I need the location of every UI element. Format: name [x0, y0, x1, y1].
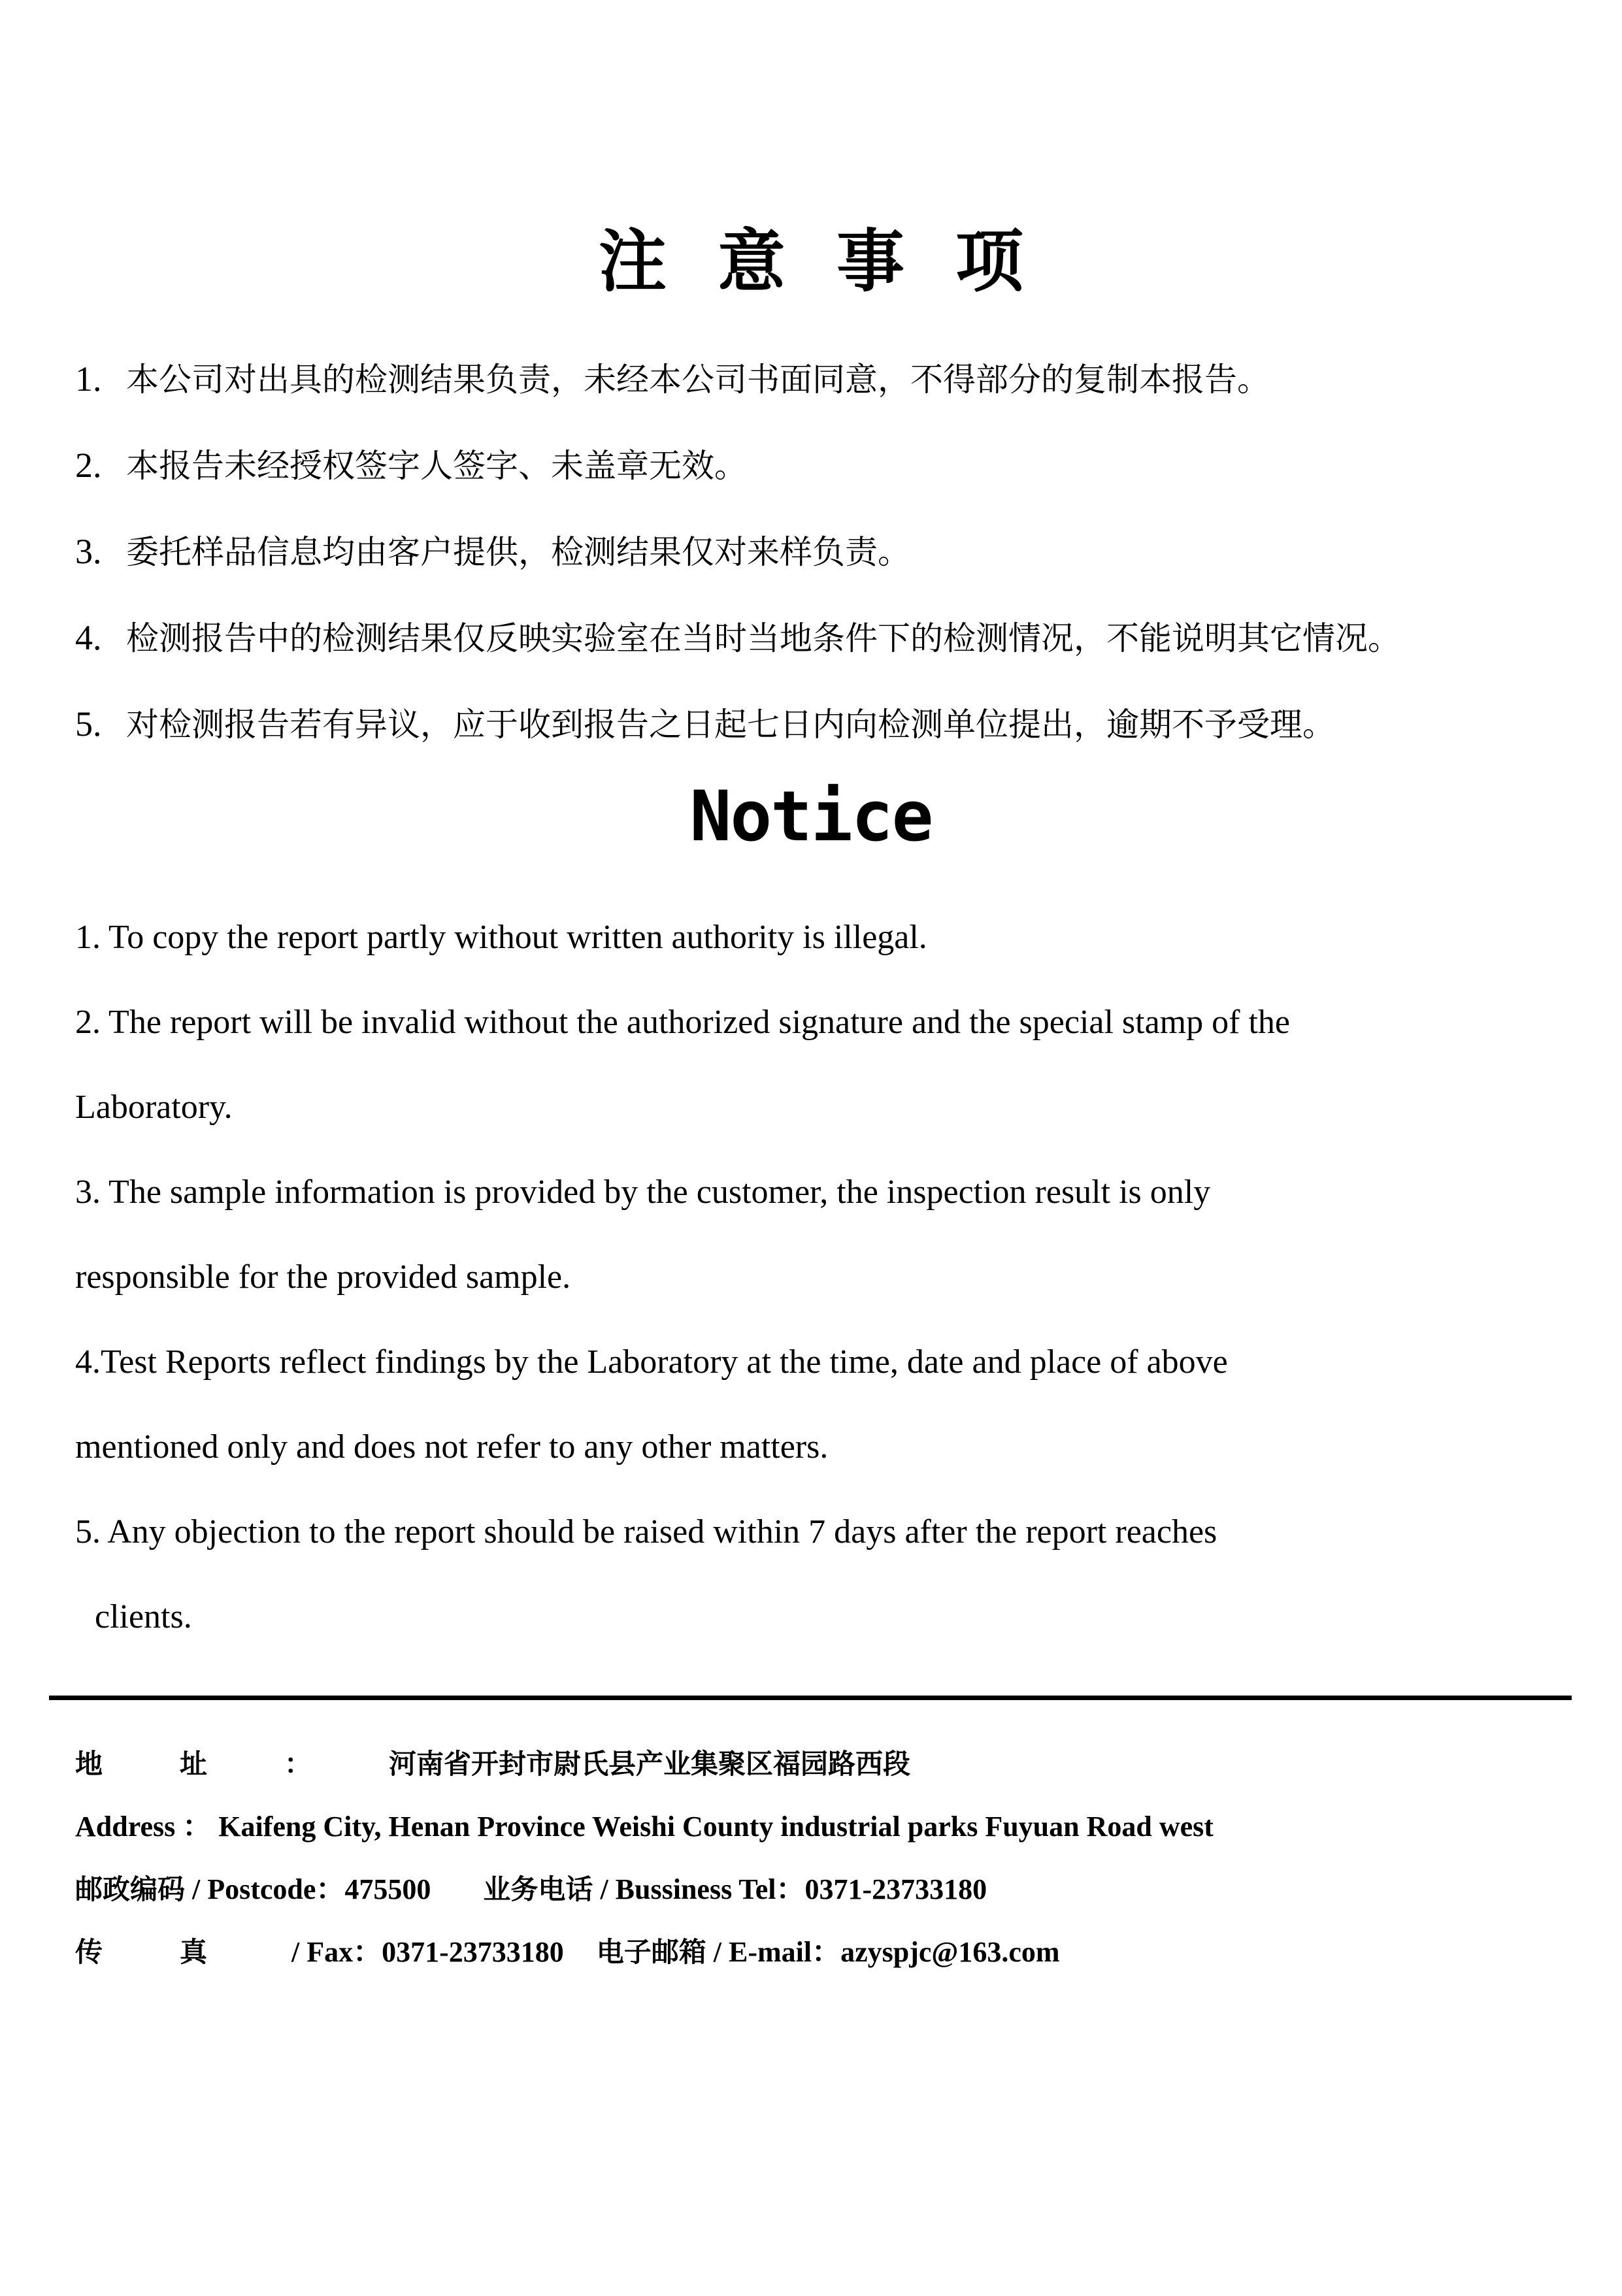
english-notice-item	[75, 1150, 1578, 1320]
address-en-label: Address ：	[75, 1811, 212, 1843]
item-number: 5.	[75, 704, 102, 744]
contact-block	[75, 1741, 1578, 1992]
english-notice-item	[75, 1490, 1578, 1660]
item-number: 1.	[75, 359, 102, 399]
item-text: 5. Any objection to the report should be raised within 7 days after the report reaches	[75, 1513, 1217, 1550]
item-text: 对检测报告若有异议，应于收到报告之日起七日内向检测单位提出，逾期不予受理。	[126, 706, 1335, 744]
footer-divider	[49, 1696, 1572, 1700]
english-notice-item	[75, 1320, 1578, 1490]
fax-cn-label: 传真	[75, 1936, 285, 1968]
address-en-value: Kaifeng City, Henan Province Weishi County industrial parks Fuyuan Road west	[218, 1811, 1214, 1843]
chinese-notice-item	[75, 346, 1565, 433]
item-text: 本公司对出具的检测结果负责，未经本公司书面同意，不得部分的复制本报告。	[126, 361, 1270, 399]
postcode-tel-row	[75, 1867, 1578, 1929]
tel-value: 0371-23733180	[804, 1873, 987, 1905]
item-text-continued: Laboratory.	[75, 1089, 233, 1126]
postcode-value: 475500	[344, 1873, 431, 1905]
item-number: 3.	[75, 532, 102, 571]
item-text-continued: responsible for the provided sample.	[75, 1258, 571, 1296]
chinese-notice-list	[75, 346, 1565, 778]
english-notice-title: Notice	[689, 776, 933, 857]
chinese-notice-item	[75, 691, 1565, 778]
item-text: 2. The report will be invalid without the authorized signature and the special stamp of the	[75, 1004, 1290, 1041]
fax-value: 0371-23733180	[382, 1936, 564, 1968]
english-notice-item	[75, 980, 1578, 1150]
item-number: 4.	[75, 618, 102, 657]
fax-en-label: / Fax：	[284, 1936, 382, 1968]
item-text: 4.Test Reports reflect findings by the Laboratory at the time, date and place of above	[75, 1343, 1228, 1381]
chinese-notice-title: 注意事项	[598, 221, 1074, 301]
english-notice-list	[75, 895, 1578, 1660]
postcode-en-label: / Postcode：	[185, 1873, 345, 1905]
email-en-label: / E-mail：	[706, 1936, 841, 1968]
item-text: 委托样品信息均由客户提供，检测结果仅对来样负责。	[126, 533, 910, 571]
tel-cn-label: 业务电话	[483, 1873, 593, 1905]
address-en-row	[75, 1804, 1578, 1867]
address-cn-value: 河南省开封市尉氏县产业集聚区福园路西段	[389, 1748, 911, 1780]
tel-en-label: / Bussiness Tel：	[593, 1873, 805, 1905]
postcode-cn-label: 邮政编码	[75, 1873, 186, 1905]
fax-email-row	[75, 1929, 1578, 1992]
chinese-notice-item	[75, 433, 1565, 519]
item-text-continued: clients.	[95, 1598, 192, 1635]
email-cn-label: 电子邮箱	[596, 1936, 706, 1968]
address-cn-label: 地址：	[75, 1748, 389, 1780]
english-notice-item	[75, 895, 1578, 980]
chinese-notice-item	[75, 605, 1565, 691]
chinese-notice-item	[75, 519, 1565, 605]
item-text: 1. To copy the report partly without written authority is illegal.	[75, 919, 927, 956]
address-cn-row	[75, 1741, 1578, 1804]
item-number: 2.	[75, 446, 102, 485]
item-text: 本报告未经授权签字人签字、未盖章无效。	[126, 447, 747, 485]
item-text: 检测报告中的检测结果仅反映实验室在当时当地条件下的检测情况，不能说明其它情况。	[126, 619, 1400, 657]
item-text: 3. The sample information is provided by the customer, the inspection result is only	[75, 1173, 1211, 1211]
email-value: azyspjc@163.com	[840, 1936, 1060, 1968]
item-text-continued: mentioned only and does not refer to any other matters.	[75, 1428, 829, 1466]
